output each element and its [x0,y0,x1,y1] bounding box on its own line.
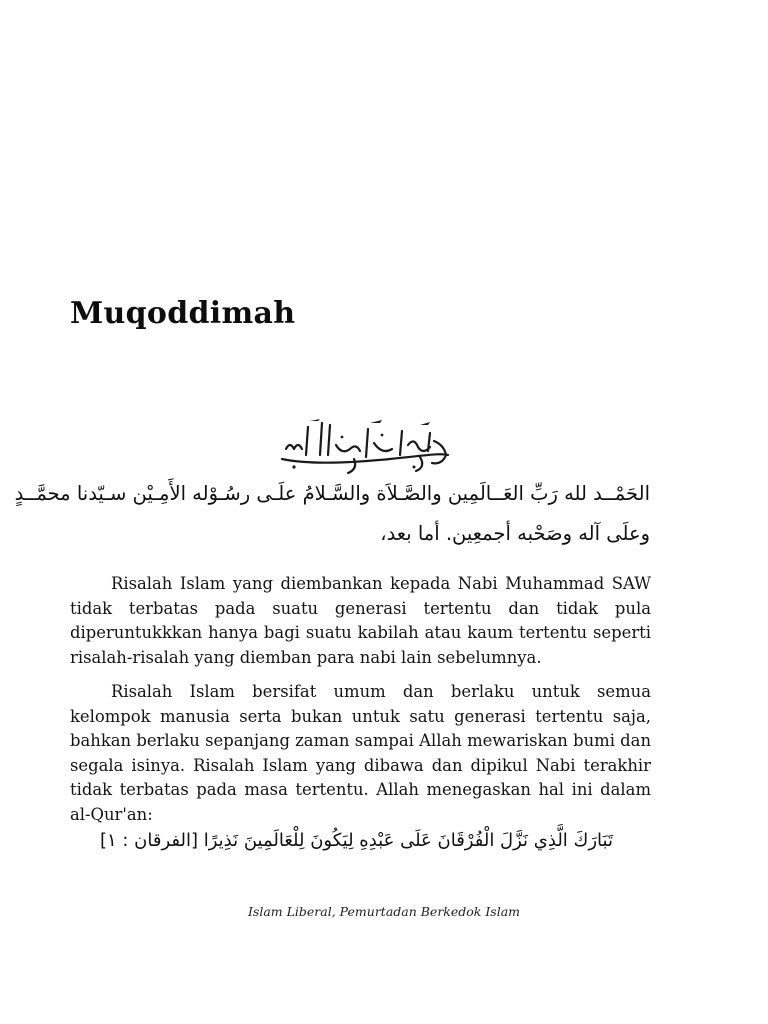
quran-verse: تَبَارَكَ الَّذِي نَزَّلَ الْفُرْقَانَ عَلَى عَبْدِهِ لِيَكُونَ لِلْعَالَمِينَ نَذِيرًا [الفرقان : ١] [99,830,613,851]
page-footer: Islam Liberal, Pemurtadan Berkedok Islam [247,904,521,919]
page-title: Muqoddimah [70,296,296,331]
arabic-opening-line-2: وعلَى آله وصَحْبه أجمعِين. أما بعد، [380,522,650,545]
paragraph-2: Risalah Islam bersifat umum dan berlaku untuk semua kelompok manusia serta bukan untuk satu generasi tertentu saja, bahkan berlaku sepanjang zaman sampai Allah mewariskan bumi dan segala isinya. Risalah Islam yang dibawa dan dipikul Nabi terakhir tidak terbatas pada masa tertentu. Allah menegaskan hal ini dalam al-Qur'an: [70,682,651,824]
arabic-opening-line-1: الحَمْــد لله رَبِّ العَــالَمِين والصَّـلاَة والسَّـلامُ علَـى رسُـوْله الأَمِـيْن سـيّدنا محمَّــدٍ [14,482,650,505]
basmala-calligraphy [270,415,460,477]
paragraph-1: Risalah Islam yang diembankan kepada Nabi Muhammad SAW tidak terbatas pada suatu generasi tertentu dan tidak pula diperuntukkkan hanya bagi suatu kabilah atau kaum tertentu seperti risalah-risalah yang diemban para nabi lain sebelumnya. [70,574,651,667]
